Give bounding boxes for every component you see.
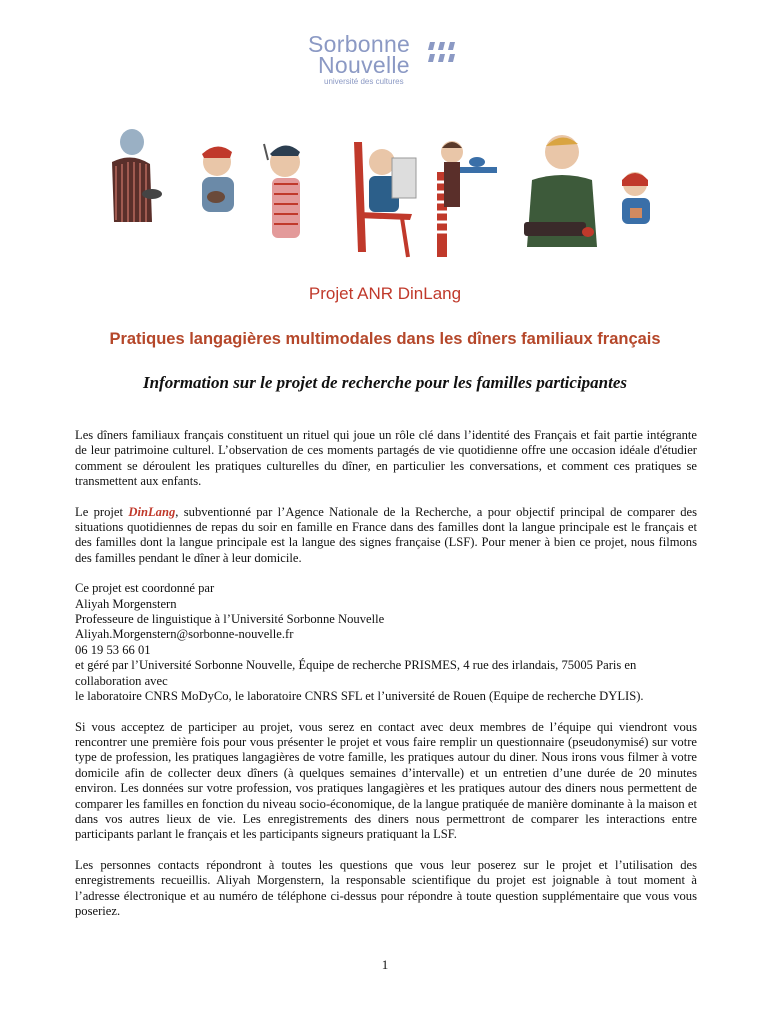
university-logo — [308, 31, 468, 86]
document-body — [75, 428, 697, 934]
coordinator-phone: 06 19 53 66 01 — [75, 642, 151, 657]
logo-line2: Nouvelle — [318, 52, 410, 78]
project-subtitle: Pratiques langagières multimodales dans les dîners familiaux français — [109, 330, 661, 348]
logo-line1: Sorbonne — [308, 31, 411, 57]
child-highchair-icon — [437, 141, 497, 257]
coordinator-email: Aliyah.Morgenstern@sorbonne-nouvelle.fr — [75, 627, 294, 642]
project-text-post: , subventionné par l’Agence Nationale de la Recherche, a pour objectif principal de comparer des situations quotidiennes de repas du soir en famille en France dans des familles dont la langue principale est le français et des familles dont la langue principale est la langue des signes française (LSF). Pour mener à bien ce projet, nous filmons des familles pendant le dîner à leur domicile. — [75, 504, 697, 565]
coordinator-name: Aliyah Morgenstern — [75, 596, 177, 611]
project-text-pre: Le projet — [75, 504, 129, 519]
laboratories-line: le laboratoire CNRS MoDyCo, le laboratoire CNRS SFL et l’université de Rouen (Equipe de recherche DYLIS). — [75, 689, 644, 704]
paragraph-participation: Si vous acceptez de participer au projet, vous serez en contact avec deux membres de l’équipe qui viendront vous rencontrer une première fois pour vous présenter le projet et vous faire remplir un questionnaire (pseudonymisé) sur votre type de profession, les pratiques langagières de votre famille, les pratiques autour du diner. Nous irons vous filmer à votre domicile afin de collecter deux dîners (à quelques semaines d’intervalle) et un entretien d’une durée de 20 minutes environ. Les données sur votre profession, vos pratiques langagières et les pratiques autour des diners nous permettent de comparer les familles en fonction du niveau socio-économique, de la langue pratiquée de manière dominante à la maison et dans vos autres lieux de vie. Les enregistrements des diners nous permettront de comparer les interactions entre participants parlant le français et les participants signeurs pratiquant la LSF. — [75, 719, 697, 842]
page-number: 1 — [381, 957, 389, 972]
child-eating-icon — [202, 146, 234, 212]
woman-figure-icon — [112, 129, 162, 222]
girl-figure-icon — [622, 172, 650, 224]
child-pajamas-icon — [264, 144, 300, 238]
coordinator-title: Professeure de linguistique à l’Université Sorbonne Nouvelle — [75, 612, 385, 627]
paragraph-project — [75, 505, 697, 567]
child-chair-icon — [354, 142, 416, 257]
family-dinner-illustration — [92, 122, 672, 262]
man-figure-icon — [524, 135, 597, 247]
paragraph-contacts: Les personnes contacts répondront à toutes les questions que vous leur poserez sur le projet et l’utilisation des enregistrements recueillis. Aliyah Morgenstern, la responsable scientifique du projet est joignable à tout moment à l’adresse électronique et au numéro de téléphone ci-dessus pour répondre à toute question supplémentaire que vous vous poseriez. — [75, 857, 697, 918]
paragraph-intro: Les dîners familiaux français constituent un rituel qui joue un rôle clé dans l’identité des Français et fait partie intégrante de leur patrimoine culturel. L’observation de ces moments partagés de vie quotidienne offre une occasion idéale d'étudier comment se déroulent les pratiques culturelles du dîner, en particulier les conversations, et comment ces pratiques se transmettent aux enfants. — [75, 428, 697, 489]
coordination-block — [75, 581, 697, 704]
logo-bars-icon — [428, 40, 464, 74]
coord-line: Ce projet est coordonné par — [75, 581, 215, 596]
document-heading: Information sur le projet de recherche pour les familles participantes — [142, 373, 628, 392]
logo-tagline: université des cultures — [324, 77, 404, 86]
managed-by-line: et géré par l’Université Sorbonne Nouvelle, Équipe de recherche PRISMES, 4 rue des irlandais, 75005 Paris en collaboration avec — [75, 658, 637, 688]
project-title: Projet ANR DinLang — [308, 284, 462, 303]
project-name: DinLang — [128, 504, 176, 519]
